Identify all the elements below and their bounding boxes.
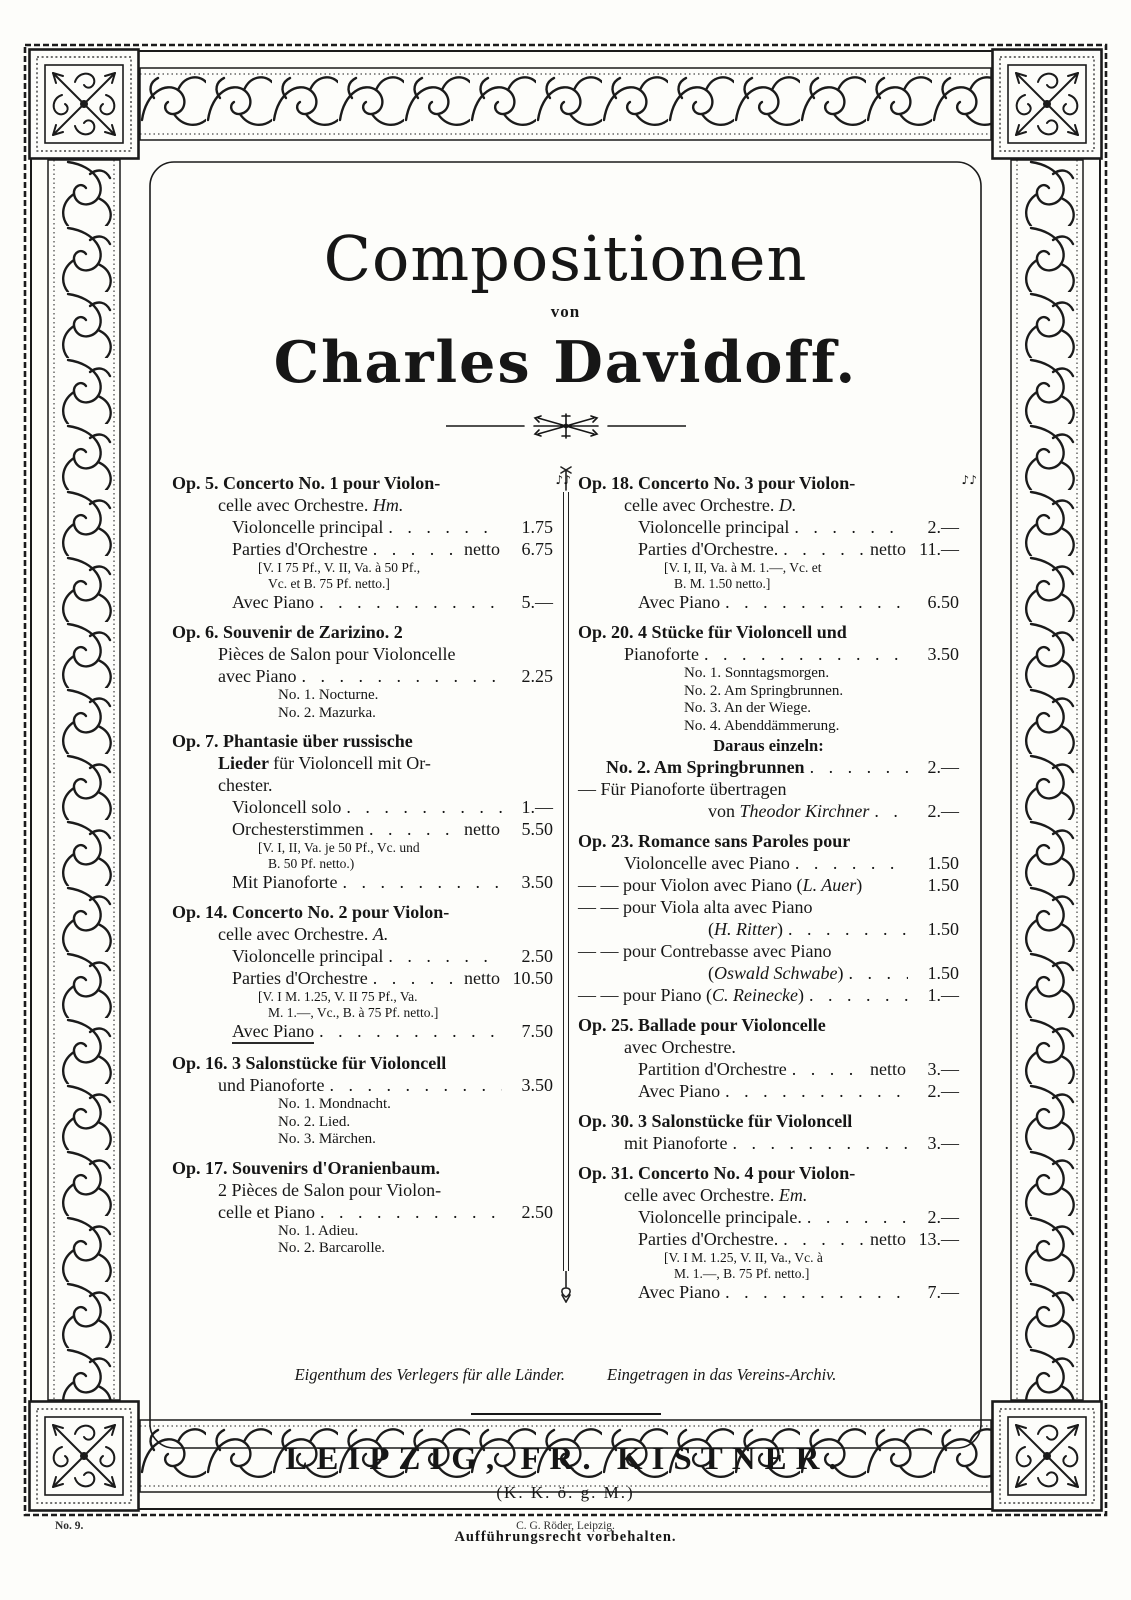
catalog-line: von Theodor Kirchner . . . 2.— <box>708 800 959 822</box>
catalog-line: Vc. et B. 75 Pf. netto.] <box>268 575 390 591</box>
publisher-subline: (K. K. ö. g. M.) <box>496 1483 635 1502</box>
catalog-line: No. 1. Sonntagsmorgen. <box>684 665 830 681</box>
catalog-line: (H. Ritter) . . . 1.50 <box>708 918 959 940</box>
notice-left: Eigenthum des Verlegers für alle Länder. <box>294 1365 565 1384</box>
catalog-line: Pièces de Salon pour Violoncelle <box>218 644 456 664</box>
notice-right: Eingetragen in das Vereins-Archiv. <box>606 1365 837 1384</box>
catalog-line: M. 1.—, Vc., B. à 75 Pf. netto.] <box>268 1004 439 1020</box>
catalog-line: avec Orchestre. <box>624 1037 736 1057</box>
catalog-line: — Für Pianoforte übertragen <box>578 779 787 799</box>
imprint-row <box>0 1520 1131 1544</box>
footer-rule <box>471 1413 661 1415</box>
catalog-line: [V. I M. 1.25, V. II, Va., Vc. à <box>664 1250 823 1265</box>
catalog-line: avec Piano . . . 2.25 <box>218 665 553 687</box>
catalog-line: Avec Piano . . . 5.— <box>232 591 553 613</box>
catalog-line: Op. 14. Concerto No. 2 pour Violon- <box>172 902 450 922</box>
catalog-line: Parties d'Orchestre. . . . netto 13.— <box>638 1228 959 1250</box>
title-divider-ornament <box>446 410 686 440</box>
catalog-line: No. 2. Am Springbrunnen. <box>684 682 844 699</box>
catalog-line: No. 2. Lied. <box>278 1113 351 1130</box>
title-von: von <box>550 302 581 321</box>
plate-number: No. 9. <box>55 1520 84 1532</box>
catalog-line: Op. 16. 3 Salonstücke für Violoncell <box>172 1053 447 1073</box>
page-title: Compositionen <box>323 222 808 295</box>
catalog-line: No. 1. Adieu. <box>278 1222 359 1239</box>
catalog-line: No. 1. Mondnacht. <box>278 1096 391 1112</box>
catalog-line: Parties d'Orchestre . . . netto 6.75 <box>232 538 553 560</box>
catalog-line: celle avec Orchestre. Hm. <box>218 495 404 515</box>
catalog-line: Op. 20. 4 Stücke für Violoncell und <box>578 622 847 642</box>
pen-mark: ♪ ♪ <box>961 473 975 487</box>
catalog-line: mit Pianoforte . . . 3.— <box>624 1132 959 1154</box>
catalog-line: (Oswald Schwabe) . . . 1.50 <box>708 962 959 984</box>
catalog-line: celle et Piano . . . 2.50 <box>218 1201 553 1223</box>
catalog-line: No. 3. An der Wiege. <box>684 700 812 716</box>
composer-name: Charles Davidoff. <box>273 329 858 396</box>
catalog-line: [V. I, II, Va. je 50 Pf., Vc. und <box>258 840 420 855</box>
catalog-line: Violoncell solo . . . 1.— <box>232 796 553 818</box>
catalog-line: [V. I, II, Va. à M. 1.—, Vc. et <box>664 560 822 575</box>
catalog-line: Pianoforte . . . 3.50 <box>624 643 959 665</box>
performance-rights-line: Aufführungsrecht vorbehalten. <box>454 1529 677 1545</box>
catalog-line: Violoncelle principal . . . 1.75 <box>232 516 553 538</box>
catalog-line: Mit Pianoforte . . . 3.50 <box>232 871 553 893</box>
catalog-line: chester. <box>218 775 273 795</box>
catalog-line: Parties d'Orchestre . . . netto 10.50 <box>232 967 553 989</box>
catalog-line: — — pour Contrebasse avec Piano <box>578 941 832 961</box>
catalog-line: — — pour Violon avec Piano (L. Auer) 1.50 <box>578 875 959 895</box>
catalog-line: celle avec Orchestre. A. <box>218 924 389 944</box>
catalog-line: M. 1.—, B. 75 Pf. netto.] <box>674 1265 810 1281</box>
catalog-line: celle avec Orchestre. Em. <box>624 1185 808 1205</box>
catalog-line: Violoncelle avec Piano . . . 1.50 <box>624 852 959 874</box>
catalog-line: Avec Piano . . . 7.50 <box>232 1020 553 1044</box>
catalog-column-left <box>172 464 569 1303</box>
catalog-line: Avec Piano . . . 2.— <box>638 1080 959 1102</box>
catalog-columns <box>172 464 975 1303</box>
catalog-line: Op. 23. Romance sans Paroles pour <box>578 831 851 851</box>
catalog-line: Violoncelle principale. . . . 2.— <box>638 1206 959 1228</box>
catalog-line: und Pianoforte . . . 3.50 <box>218 1074 553 1096</box>
catalog-line: Op. 5. Concerto No. 1 pour Violon- ♪ ♪ <box>172 472 553 494</box>
catalog-line: [V. I M. 1.25, V. II 75 Pf., Va. <box>258 989 418 1004</box>
catalog-line: Op. 6. Souvenir de Zarizino. 2 <box>172 622 403 642</box>
catalog-column-right <box>578 464 975 1303</box>
catalog-line: celle avec Orchestre. D. <box>624 495 797 515</box>
catalog-line: Op. 25. Ballade pour Violoncelle <box>578 1015 826 1035</box>
pen-mark: ♪ ♪ <box>555 473 569 487</box>
catalog-line: Partition d'Orchestre . . . netto 3.— <box>638 1058 959 1080</box>
catalog-line: Avec Piano . . . 7.— <box>638 1281 959 1303</box>
catalog-line: No. 3. Märchen. <box>278 1131 376 1147</box>
catalog-line: Avec Piano . . . 6.50 <box>638 591 959 613</box>
catalog-line: Violoncelle principal . . . 2.50 <box>232 945 553 967</box>
catalog-line: Op. 7. Phantasie über russische <box>172 731 413 751</box>
copyright-notice <box>172 1365 959 1385</box>
catalog-line: B. M. 1.50 netto.] <box>674 575 771 591</box>
catalog-line: Daraus einzeln: <box>713 736 824 755</box>
column-divider <box>553 464 578 1303</box>
catalog-line: Op. 17. Souvenirs d'Oranienbaum. <box>172 1157 441 1178</box>
catalog-line: Op. 30. 3 Salonstücke für Violoncell <box>578 1111 853 1131</box>
publisher-line: LEIPZIG, FR. KISTNER. <box>285 1441 846 1477</box>
catalog-line: Parties d'Orchestre. . . . netto 11.— <box>638 538 959 560</box>
divider-bottom-finial-icon <box>559 1271 573 1303</box>
divider-rule <box>563 492 569 1271</box>
catalog-line: No. 2. Barcarolle. <box>278 1240 386 1256</box>
catalog-line: B. 50 Pf. netto.) <box>268 855 355 871</box>
catalog-line: No. 2. Am Springbrunnen . . . 2.— <box>606 756 959 778</box>
printer-credit: C. G. Röder, Leipzig. <box>516 1520 615 1532</box>
catalog-line: Violoncelle principal . . . 2.— <box>638 516 959 538</box>
catalog-line: [V. I 75 Pf., V. II, Va. à 50 Pf., <box>258 560 421 575</box>
catalog-line: — — pour Viola alta avec Piano <box>578 897 813 917</box>
catalog-line: No. 4. Abenddämmerung. <box>684 717 840 734</box>
catalog-line: No. 2. Mazurka. <box>278 704 376 721</box>
catalog-line: Orchesterstimmen . . . netto 5.50 <box>232 818 553 840</box>
catalog-line: Lieder für Violoncell mit Or- <box>218 753 431 773</box>
catalog-line: Op. 18. Concerto No. 3 pour Violon- ♪ ♪ <box>578 472 959 494</box>
catalog-line: — — pour Piano (C. Reinecke) . . . 1.— <box>578 984 959 1006</box>
catalog-line: Op. 31. Concerto No. 4 pour Violon- <box>578 1163 856 1183</box>
catalog-line: 2 Pièces de Salon pour Violon- <box>218 1179 442 1200</box>
catalog-line: No. 1. Nocturne. <box>278 687 379 703</box>
